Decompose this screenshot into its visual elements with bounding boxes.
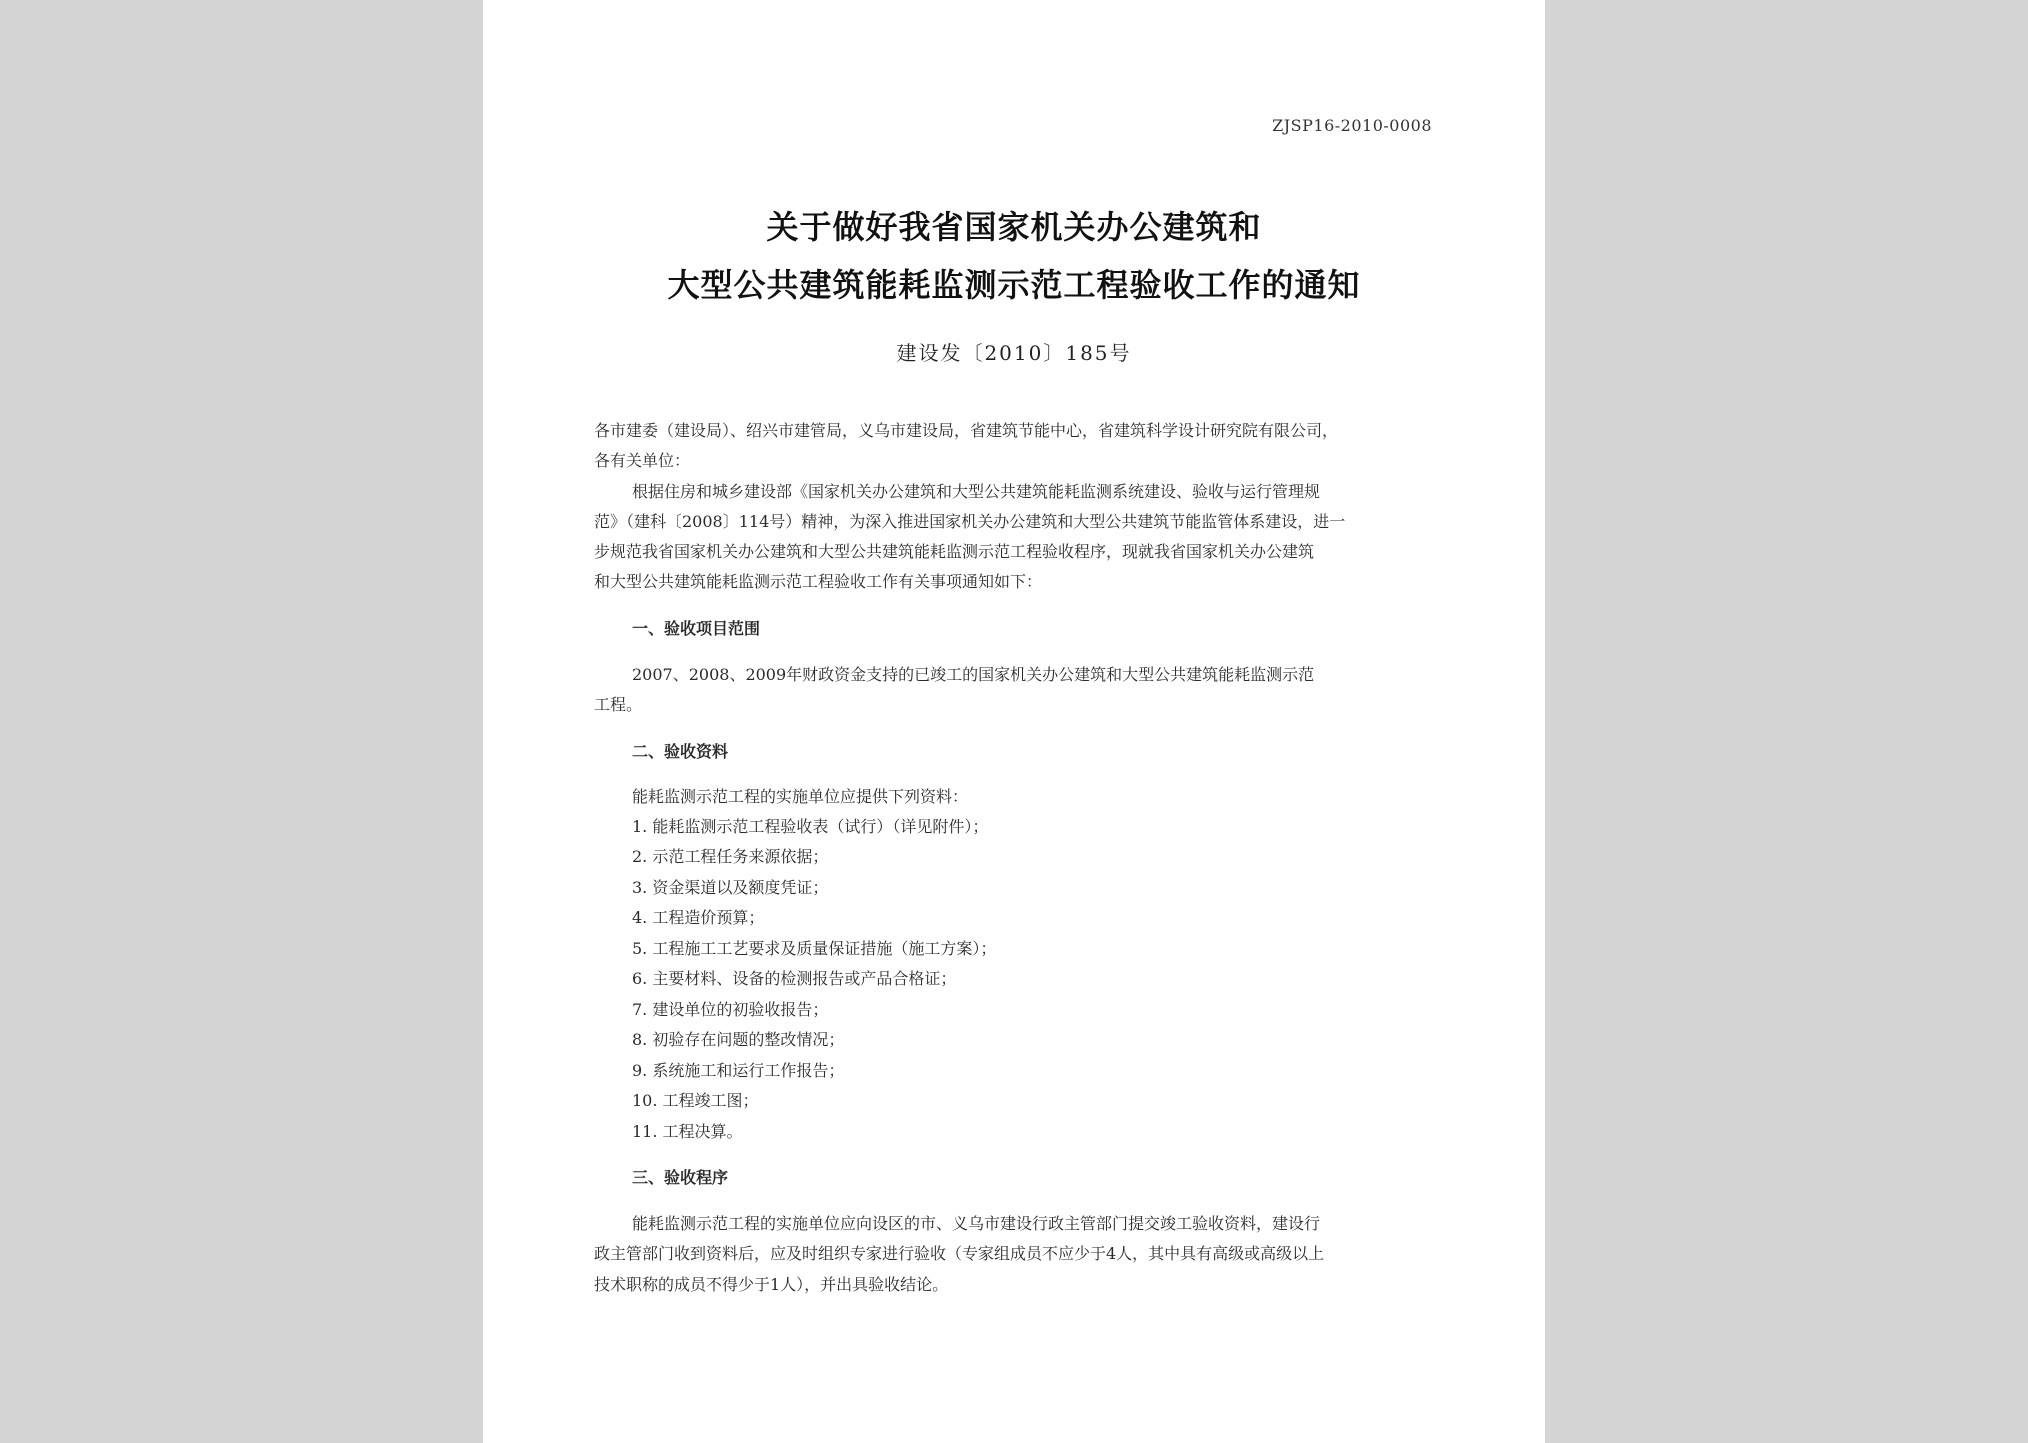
paragraph-line: 和大型公共建筑能耗监测示范工程验收工作有关事项通知如下： bbox=[594, 572, 1043, 591]
paragraph-line: 范》（建科〔2008〕114号）精神，为深入推进国家机关办公建筑和大型公共建筑节能监管体系建设，进一 bbox=[594, 512, 1346, 531]
addressee-line: 各市建委（建设局）、绍兴市建管局，义乌市建设局，省建筑节能中心，省建筑科学设计研究院有限公司， bbox=[594, 421, 1339, 440]
paragraph-line: 2007、2008、2009年财政资金支持的已竣工的国家机关办公建筑和大型公共建筑能耗监测示范 bbox=[632, 665, 1315, 684]
document-page bbox=[483, 0, 1545, 1443]
addressee-line: 各有关单位： bbox=[594, 451, 691, 470]
list-item: 2. 示范工程任务来源依据； bbox=[632, 847, 829, 866]
paragraph-line: 技术职称的成员不得少于1人），并出具验收结论。 bbox=[594, 1275, 949, 1294]
paragraph-line: 根据住房和城乡建设部《国家机关办公建筑和大型公共建筑能耗监测系统建设、验收与运行管理规 bbox=[632, 482, 1321, 501]
list-item: 9. 系统施工和运行工作报告； bbox=[632, 1061, 845, 1080]
list-item: 6. 主要材料、设备的检测报告或产品合格证； bbox=[632, 969, 957, 988]
section-heading-2: 二、验收资料 bbox=[632, 742, 729, 761]
document-code: ZJSP16-2010-0008 bbox=[1272, 116, 1432, 135]
list-item: 3. 资金渠道以及额度凭证； bbox=[632, 878, 829, 897]
list-item: 10. 工程竣工图； bbox=[632, 1091, 759, 1110]
paragraph-line: 能耗监测示范工程的实施单位应提供下列资料： bbox=[632, 787, 969, 806]
list-item: 8. 初验存在问题的整改情况； bbox=[632, 1030, 845, 1049]
document-number: 建设发〔2010〕185号 bbox=[896, 341, 1132, 365]
paragraph-line: 政主管部门收到资料后，应及时组织专家进行验收（专家组成员不应少于4人，其中具有高级或高级以上 bbox=[594, 1244, 1325, 1263]
section-heading-3: 三、验收程序 bbox=[632, 1168, 729, 1187]
paragraph-line: 步规范我省国家机关办公建筑和大型公共建筑能耗监测示范工程验收程序，现就我省国家机关办公建筑 bbox=[594, 542, 1315, 561]
section-heading-1: 一、验收项目范围 bbox=[632, 619, 761, 638]
list-item: 4. 工程造价预算； bbox=[632, 908, 765, 927]
list-item: 7. 建设单位的初验收报告； bbox=[632, 1000, 829, 1019]
list-item: 1. 能耗监测示范工程验收表（试行）（详见附件）； bbox=[632, 817, 989, 836]
list-item: 5. 工程施工工艺要求及质量保证措施（施工方案）； bbox=[632, 939, 997, 958]
paragraph-line: 工程。 bbox=[594, 695, 643, 714]
list-item: 11. 工程决算。 bbox=[632, 1122, 743, 1141]
paragraph-line: 能耗监测示范工程的实施单位应向设区的市、义乌市建设行政主管部门提交竣工验收资料，建设行 bbox=[632, 1214, 1321, 1233]
document-title-line-2: 大型公共建筑能耗监测示范工程验收工作的通知 bbox=[667, 266, 1361, 304]
document-title-line-1: 关于做好我省国家机关办公建筑和 bbox=[766, 208, 1262, 246]
